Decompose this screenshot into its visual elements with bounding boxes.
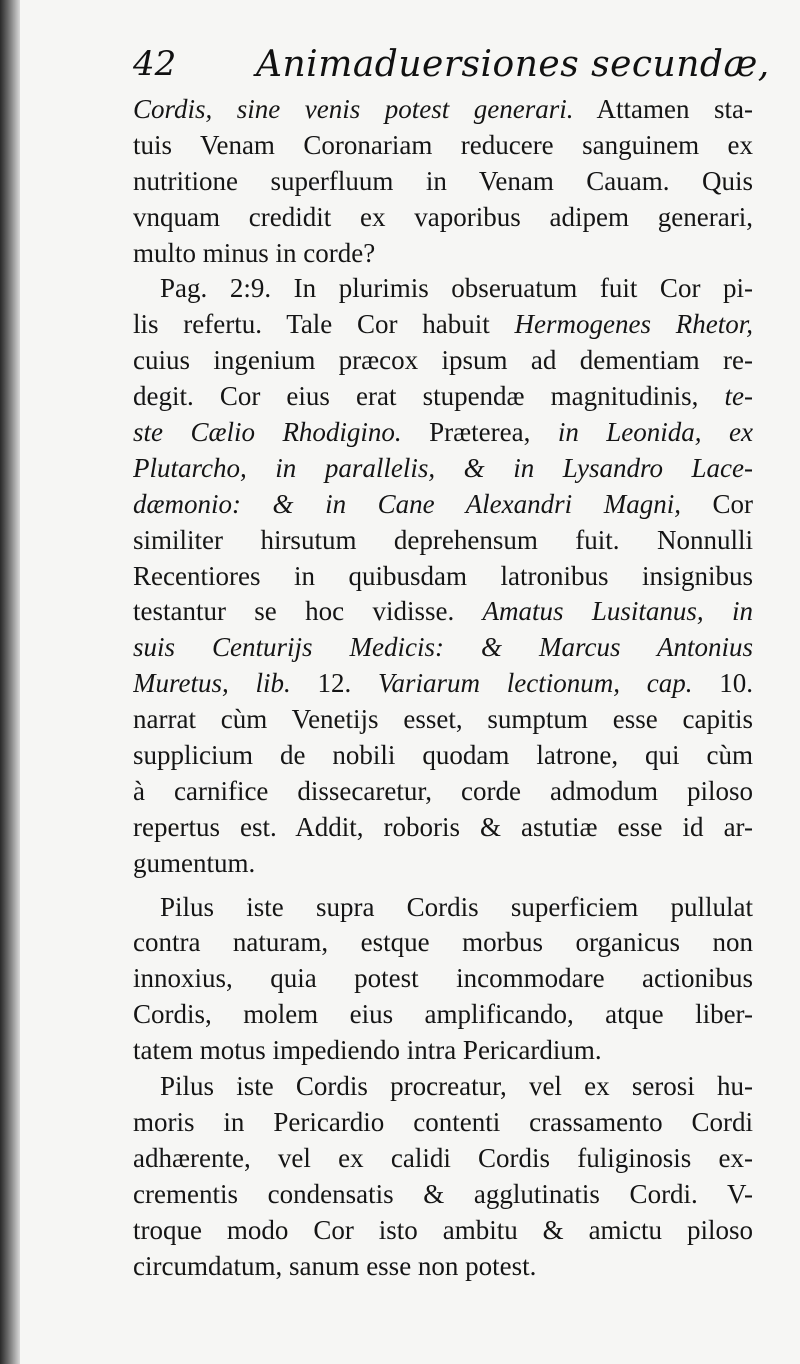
text-line — [133, 1069, 753, 1105]
roman-text: similiter hirsutum deprehensum fuit. Nonnulli — [133, 524, 753, 555]
text-line — [133, 271, 753, 307]
page-header — [133, 44, 770, 94]
running-head: Animaduersiones secundæ, — [256, 44, 770, 85]
italic-text: in Leonida, ex — [557, 417, 753, 448]
text-line — [133, 890, 753, 926]
italic-text: Cordis, sine venis potest generari. — [133, 94, 574, 124]
text-line — [133, 702, 753, 738]
text-line — [133, 523, 753, 559]
text-line — [133, 846, 753, 882]
roman-text: 12. — [290, 668, 379, 699]
text-line — [133, 307, 753, 343]
italic-text: Plutarcho, in parallelis, & in Lysandro Lace- — [133, 452, 753, 483]
text-line — [133, 1213, 753, 1249]
text-line — [133, 236, 753, 272]
italic-text: dæmonio: & in Cane Alexandri Magni, — [133, 488, 681, 519]
roman-text: Pilus iste supra Cordis superficiem pullulat — [160, 891, 753, 922]
roman-text: Attamen sta- — [573, 94, 753, 124]
italic-text: Hermogenes Rhetor, — [514, 309, 753, 340]
text-line — [133, 1249, 753, 1285]
page-number: 42 — [133, 44, 177, 84]
roman-text: Recentiores in quibusdam latronibus insignibus — [133, 560, 753, 591]
italic-text: suis Centurijs Medicis: & Marcus Antonius — [133, 632, 753, 663]
roman-text: tatem motus impediendo intra Pericardium. — [133, 1035, 602, 1066]
italic-text: Muretus, lib. — [133, 668, 291, 699]
text-line — [133, 774, 753, 810]
text-line — [133, 1033, 753, 1069]
roman-text: adhærente, vel ex calidi Cordis fuliginosis ex- — [133, 1142, 753, 1173]
roman-text: Cordis, molem eius amplificando, atque liber- — [133, 999, 753, 1030]
roman-text: Præterea, — [401, 417, 558, 448]
text-line — [133, 379, 753, 415]
text-line — [133, 487, 753, 523]
roman-text: testantur se hoc vidisse. — [133, 596, 483, 627]
text-line — [133, 1105, 753, 1141]
roman-text: contra naturam, estque morbus organicus non — [133, 927, 753, 958]
text-line — [133, 1177, 753, 1213]
roman-text: circumdatum, sanum esse non potest. — [133, 1250, 537, 1281]
text-line — [133, 630, 753, 666]
roman-text: innoxius, quia potest incommodare actionibus — [133, 963, 753, 994]
text-line — [133, 343, 753, 379]
italic-text: Variarum lectionum, cap. — [378, 668, 693, 699]
italic-text: te- — [724, 381, 753, 412]
text-line — [133, 925, 753, 961]
text-line — [133, 666, 753, 702]
text-line — [133, 961, 753, 997]
text-line — [133, 415, 753, 451]
text-line — [133, 559, 753, 595]
roman-text: multo minus in corde? — [133, 237, 376, 268]
roman-text: 10. — [692, 668, 753, 699]
italic-text: ste Cælio Rhodigino. — [133, 417, 402, 448]
roman-text: vnquam credidit ex vaporibus adipem generari, — [133, 201, 753, 232]
roman-text: tuis Venam Coronariam reducere sanguinem ex — [133, 129, 753, 160]
roman-text: nutritione superfluum in Venam Cauam. Quis — [133, 165, 753, 196]
roman-text: Pag. 2:9. In plurimis obseruatum fuit Cor pi- — [160, 273, 753, 304]
roman-text: à carnifice dissecaretur, corde admodum piloso — [133, 775, 753, 806]
roman-text: repertus est. Addit, roboris & astutiæ esse id ar- — [133, 811, 753, 842]
roman-text: moris in Pericardio contenti crassamento Cordi — [133, 1106, 753, 1137]
roman-text: Pilus iste Cordis procreatur, vel ex serosi hu- — [160, 1071, 753, 1102]
text-line — [133, 128, 753, 164]
roman-text: gumentum. — [133, 847, 256, 878]
roman-text: supplicium de nobili quodam latrone, qui cùm — [133, 740, 753, 771]
italic-text: Amatus Lusitanus, in — [482, 596, 753, 627]
roman-text: degit. Cor eius erat stupendæ magnitudinis, — [133, 381, 725, 412]
text-line — [133, 92, 753, 128]
text-line — [133, 738, 753, 774]
roman-text: Cor — [680, 488, 753, 519]
roman-text: troque modo Cor isto ambitu & amictu piloso — [133, 1214, 753, 1245]
roman-text: narrat cùm Venetijs esset, sumptum esse capitis — [133, 704, 753, 735]
text-line — [133, 810, 753, 846]
roman-text: crementis condensatis & agglutinatis Cordi. V- — [133, 1178, 753, 1209]
body-text — [133, 92, 753, 1284]
text-line — [133, 200, 753, 236]
text-line — [133, 594, 753, 630]
text-line — [133, 451, 753, 487]
roman-text: cuius ingenium præcox ipsum ad dementiam re- — [133, 345, 753, 376]
text-line — [133, 997, 753, 1033]
text-line — [133, 1141, 753, 1177]
roman-text: lis refertu. Tale Cor habuit — [133, 309, 515, 340]
text-line — [133, 164, 753, 200]
